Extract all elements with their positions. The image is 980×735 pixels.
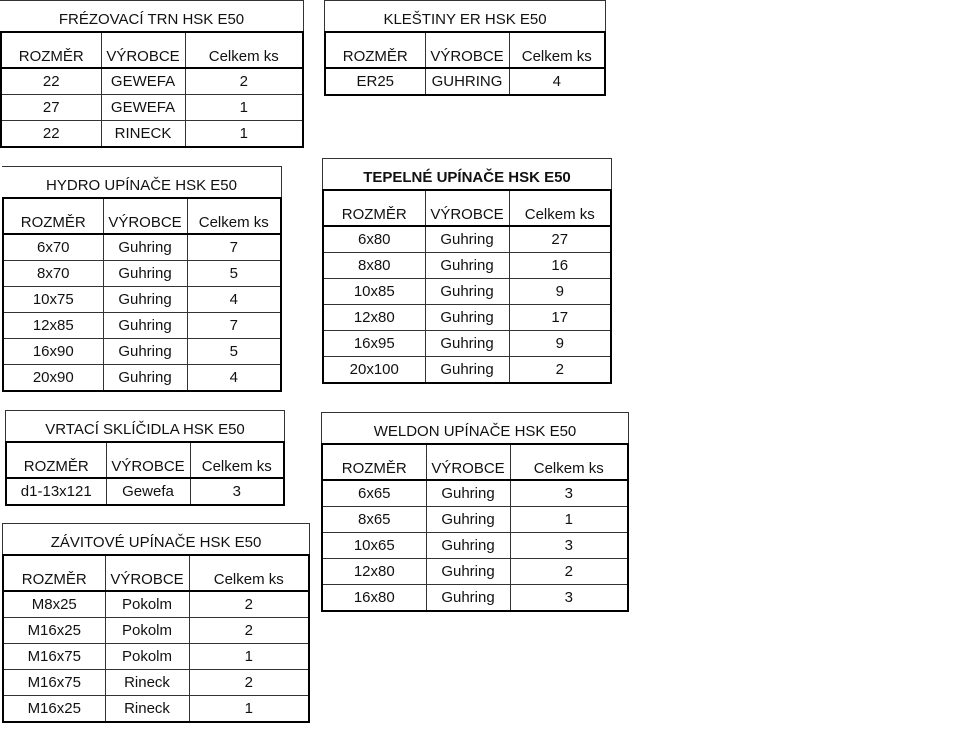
cell-size: 6x70 [3,234,103,261]
cell-maker: GEWEFA [101,68,185,95]
col-total: Celkem ks [187,198,281,234]
col-size: ROZMĚR [1,32,101,68]
header-row [325,32,605,68]
cell-total: 2 [510,559,628,585]
cell-total: 3 [510,533,628,559]
cell-maker: Guhring [103,261,187,287]
col-total: Celkem ks [190,442,284,478]
cell-total: 2 [189,618,309,644]
cell-total: 9 [509,331,611,357]
col-maker: VÝROBCE [425,190,509,226]
table-title: TEPELNÉ UPÍNAČE HSK E50 [322,158,612,189]
table-tepelne-upinace [322,158,612,384]
cell-total: 2 [189,670,309,696]
col-size: ROZMĚR [6,442,106,478]
header-row [6,442,284,478]
table-row [323,253,611,279]
table-row [3,287,281,313]
col-total: Celkem ks [510,444,628,480]
cell-size: M16x75 [3,644,105,670]
table-body [3,234,281,391]
cell-maker: Rineck [105,696,189,723]
cell-size: 20x90 [3,365,103,392]
cell-maker: Guhring [103,313,187,339]
col-size: ROZMĚR [323,190,425,226]
table-vrtaci-sklicidla [5,410,285,506]
cell-maker: Guhring [426,533,510,559]
col-maker: VÝROBCE [105,555,189,591]
cell-size: 10x85 [323,279,425,305]
table-row [323,331,611,357]
table-title: ZÁVITOVÉ UPÍNAČE HSK E50 [2,523,310,554]
table-row [323,279,611,305]
cell-maker: Guhring [426,507,510,533]
table-body [3,591,309,722]
cell-total: 4 [187,365,281,392]
cell-total: 1 [189,644,309,670]
cell-maker: RINECK [101,121,185,148]
cell-size: 8x70 [3,261,103,287]
col-size: ROZMĚR [325,32,425,68]
cell-maker: Guhring [425,253,509,279]
table-row [6,478,284,505]
cell-size: M16x75 [3,670,105,696]
cell-total: 7 [187,234,281,261]
cell-total: 1 [185,95,303,121]
cell-maker: Pokolm [105,618,189,644]
cell-total: 2 [509,357,611,384]
cell-total: 9 [509,279,611,305]
cell-maker: Gewefa [106,478,190,505]
cell-size: 8x65 [322,507,426,533]
table-hydro-upinace [2,166,282,392]
table-row [3,339,281,365]
cell-maker: Guhring [426,480,510,507]
cell-size: 6x80 [323,226,425,253]
cell-size: ER25 [325,68,425,95]
table-body [6,478,284,505]
cell-total: 4 [187,287,281,313]
table-row [322,585,628,612]
col-maker: VÝROBCE [101,32,185,68]
cell-size: 20x100 [323,357,425,384]
table-frezovaci-trn [0,0,304,148]
table-row [322,559,628,585]
table-title: WELDON UPÍNAČE HSK E50 [321,412,629,443]
cell-size: M16x25 [3,696,105,723]
cell-total: 7 [187,313,281,339]
header-row [1,32,303,68]
cell-size: 10x65 [322,533,426,559]
col-maker: VÝROBCE [106,442,190,478]
table-row [1,68,303,95]
cell-size: 6x65 [322,480,426,507]
col-size: ROZMĚR [3,555,105,591]
table-row [3,313,281,339]
col-total: Celkem ks [189,555,309,591]
cell-maker: GUHRING [425,68,509,95]
cell-total: 17 [509,305,611,331]
table-row [1,121,303,148]
col-total: Celkem ks [509,190,611,226]
table-row [1,95,303,121]
cell-maker: GEWEFA [101,95,185,121]
col-size: ROZMĚR [322,444,426,480]
table-row [322,533,628,559]
cell-total: 2 [189,591,309,618]
table-body [322,480,628,611]
cell-maker: Guhring [425,279,509,305]
cell-total: 5 [187,261,281,287]
header-row [323,190,611,226]
cell-maker: Pokolm [105,644,189,670]
table-title: FRÉZOVACÍ TRN HSK E50 [0,0,304,31]
cell-size: M8x25 [3,591,105,618]
table-row [3,670,309,696]
table-row [3,234,281,261]
cell-maker: Guhring [426,585,510,612]
cell-size: 22 [1,68,101,95]
header-row [3,555,309,591]
header-row [322,444,628,480]
table-row [3,261,281,287]
cell-size: 16x80 [322,585,426,612]
cell-size: 8x80 [323,253,425,279]
table-title: VRTACÍ SKLÍČIDLA HSK E50 [5,410,285,441]
cell-total: 2 [185,68,303,95]
cell-size: 27 [1,95,101,121]
cell-total: 16 [509,253,611,279]
cell-size: 12x80 [323,305,425,331]
cell-size: d1-13x121 [6,478,106,505]
cell-size: 22 [1,121,101,148]
cell-total: 4 [509,68,605,95]
col-total: Celkem ks [509,32,605,68]
cell-maker: Rineck [105,670,189,696]
cell-maker: Guhring [426,559,510,585]
cell-size: 16x95 [323,331,425,357]
col-total: Celkem ks [185,32,303,68]
cell-total: 5 [187,339,281,365]
col-maker: VÝROBCE [426,444,510,480]
table-row [3,618,309,644]
cell-total: 1 [185,121,303,148]
cell-total: 3 [510,585,628,612]
cell-maker: Guhring [103,287,187,313]
table-title: HYDRO UPÍNAČE HSK E50 [2,166,282,197]
table-zavitove-upinace [2,523,310,723]
cell-maker: Guhring [103,234,187,261]
table-row [322,480,628,507]
table-body [323,226,611,383]
table-row [3,591,309,618]
cell-size: 10x75 [3,287,103,313]
table-row [3,696,309,723]
table-row [325,68,605,95]
cell-maker: Guhring [103,365,187,392]
cell-total: 27 [509,226,611,253]
table-body [325,68,605,95]
table-row [323,226,611,253]
cell-size: M16x25 [3,618,105,644]
cell-size: 12x85 [3,313,103,339]
table-title: KLEŠTINY ER HSK E50 [324,0,606,31]
table-klestiny-er [324,0,606,96]
cell-size: 16x90 [3,339,103,365]
header-row [3,198,281,234]
cell-total: 3 [190,478,284,505]
table-row [3,365,281,392]
table-row [323,357,611,384]
cell-total: 1 [510,507,628,533]
col-maker: VÝROBCE [103,198,187,234]
table-weldon-upinace [321,412,629,612]
cell-total: 3 [510,480,628,507]
table-row [322,507,628,533]
col-size: ROZMĚR [3,198,103,234]
cell-size: 12x80 [322,559,426,585]
table-row [3,644,309,670]
cell-maker: Guhring [103,339,187,365]
cell-total: 1 [189,696,309,723]
cell-maker: Guhring [425,331,509,357]
table-row [323,305,611,331]
col-maker: VÝROBCE [425,32,509,68]
cell-maker: Pokolm [105,591,189,618]
cell-maker: Guhring [425,357,509,384]
table-body [1,68,303,147]
cell-maker: Guhring [425,305,509,331]
cell-maker: Guhring [425,226,509,253]
